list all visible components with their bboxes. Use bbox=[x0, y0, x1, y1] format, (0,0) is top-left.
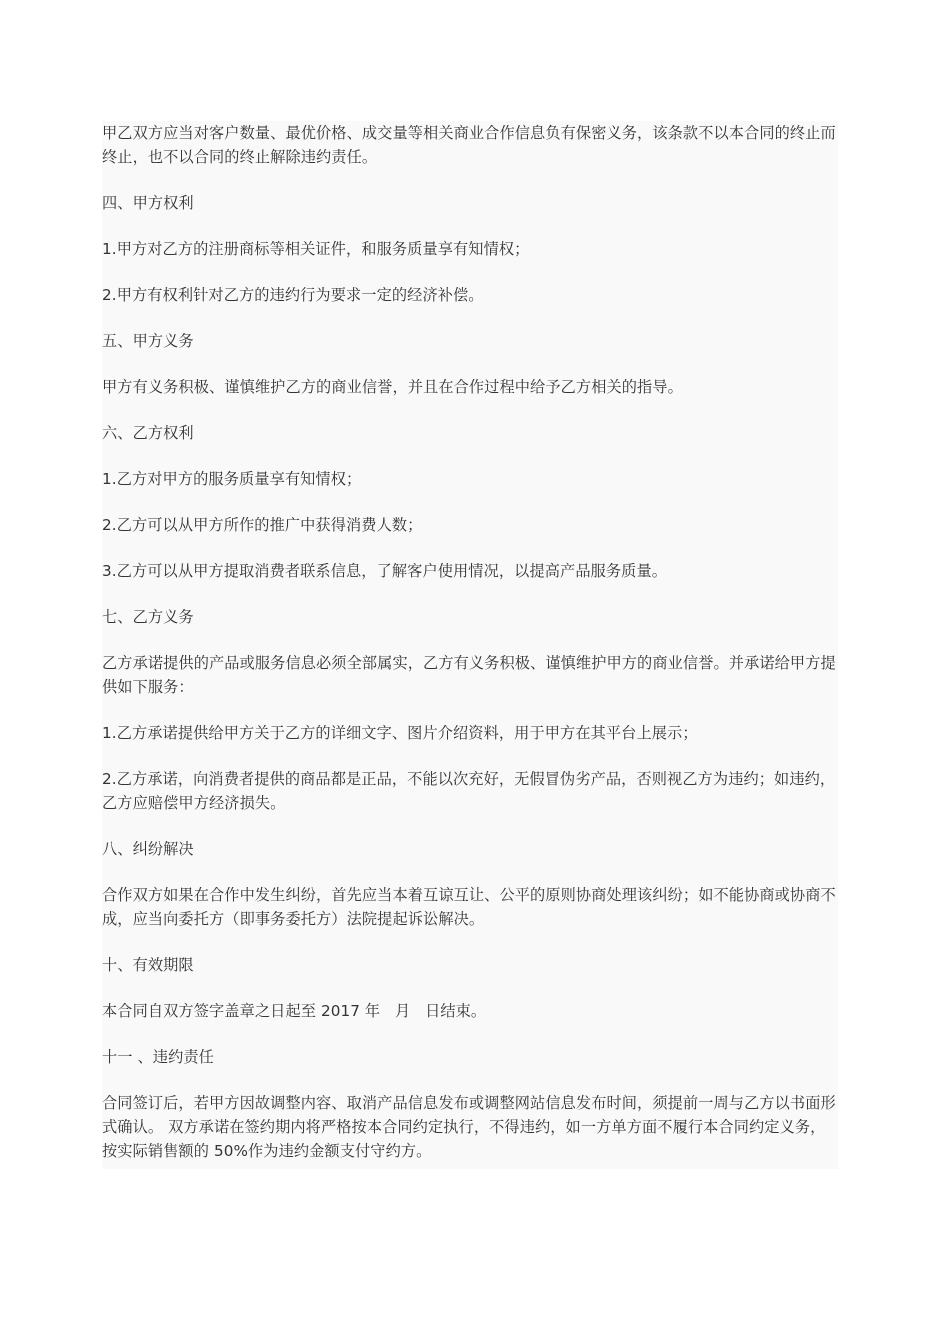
paragraph-dispute-resolution: 合作双方如果在合作中发生纠纷，首先应当本着互谅互让、公平的原则协商处理该纠纷；如不能协商或协商不成，应当向委托方（即事务委托方）法院提起诉讼解决。 bbox=[102, 886, 836, 928]
paragraph-breach-liability: 合同签订后，若甲方因故调整内容、取消产品信息发布或调整网站信息发布时间，须提前一周与乙方以书面形式确认。 双方承诺在签约期内将严格按本合同约定执行，不得违约，如一方单方面不履行本合同约定义务，按实际销售额的 50%作为违约金额支付守约方。 bbox=[102, 1094, 836, 1160]
heading-party-b-obligations: 七、乙方义务 bbox=[102, 608, 194, 626]
heading-breach-liability: 十一 、违约责任 bbox=[102, 1048, 214, 1066]
paragraph-validity-period: 本合同自双方签字盖章之日起至 2017 年 月 日结束。 bbox=[102, 1002, 487, 1020]
paragraph-confidentiality: 甲乙双方应当对客户数量、最优价格、成交量等相关商业合作信息负有保密义务，该条款不以本合同的终止而终止，也不以合同的终止解除违约责任。 bbox=[102, 124, 836, 166]
paragraph-party-a-obligation: 甲方有义务积极、谨慎维护乙方的商业信誉，并且在合作过程中给予乙方相关的指导。 bbox=[102, 378, 683, 396]
heading-party-b-rights: 六、乙方权利 bbox=[102, 424, 194, 442]
paragraph-party-b-obligation-2: 2.乙方承诺，向消费者提供的商品都是正品，不能以次充好，无假冒伪劣产品，否则视乙方为违约；如违约，乙方应赔偿甲方经济损失。 bbox=[102, 770, 836, 812]
paragraph-party-b-obligation-1: 1.乙方承诺提供给甲方关于乙方的详细文字、图片介绍资料，用于甲方在其平台上展示； bbox=[102, 724, 698, 742]
contract-body bbox=[102, 121, 838, 1169]
heading-dispute-resolution: 八、纠纷解决 bbox=[102, 840, 194, 858]
paragraph-party-b-right-3: 3.乙方可以从甲方提取消费者联系信息，了解客户使用情况，以提高产品服务质量。 bbox=[102, 562, 668, 580]
paragraph-party-b-right-1: 1.乙方对甲方的服务质量享有知情权； bbox=[102, 470, 362, 488]
paragraph-party-b-obligation-intro: 乙方承诺提供的产品或服务信息必须全部属实，乙方有义务积极、谨慎维护甲方的商业信誉。并承诺给甲方提供如下服务： bbox=[102, 654, 836, 696]
paragraph-party-a-right-1: 1.甲方对乙方的注册商标等相关证件，和服务质量享有知情权； bbox=[102, 240, 530, 258]
heading-party-a-obligations: 五、甲方义务 bbox=[102, 332, 194, 350]
paragraph-party-a-right-2: 2.甲方有权利针对乙方的违约行为要求一定的经济补偿。 bbox=[102, 286, 484, 304]
heading-party-a-rights: 四、甲方权利 bbox=[102, 194, 194, 212]
heading-validity-period: 十、有效期限 bbox=[102, 956, 194, 974]
paragraph-party-b-right-2: 2.乙方可以从甲方所作的推广中获得消费人数； bbox=[102, 516, 423, 534]
